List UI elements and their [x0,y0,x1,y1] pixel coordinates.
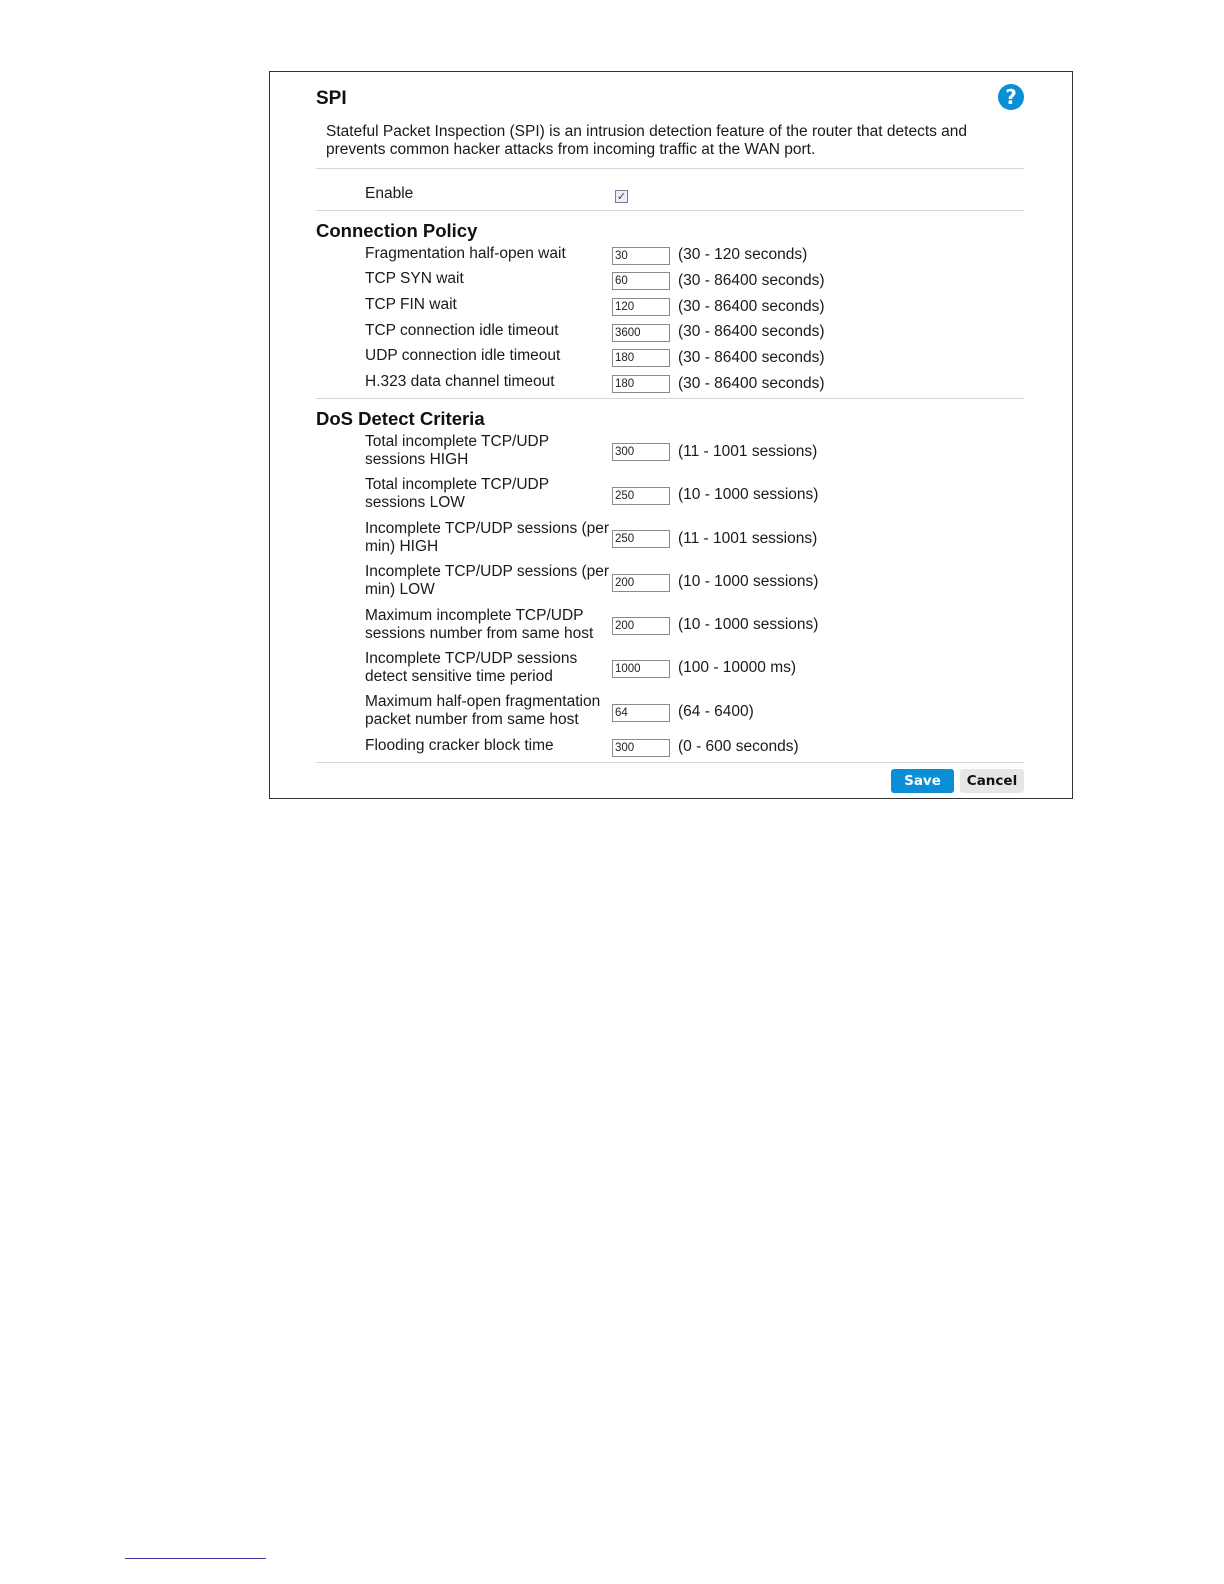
row-range: (10 - 1000 sessions) [678,616,819,633]
page-title: SPI [316,88,347,109]
cancel-button[interactable]: Cancel [960,769,1024,793]
row-label: Total incomplete TCP/UDP sessions LOW [365,476,549,511]
same-host-sessions-input[interactable] [612,617,670,635]
tcp-syn-wait-input[interactable] [612,272,670,290]
row-range: (30 - 86400 seconds) [678,272,825,289]
total-incomplete-low-input[interactable] [612,487,670,505]
spi-panel [269,71,1073,799]
h323-timeout-input[interactable] [612,375,670,393]
sensitive-time-input[interactable] [612,660,670,678]
enable-label: Enable [365,185,414,202]
row-label: Total incomplete TCP/UDP sessions HIGH [365,433,549,468]
row-range: (30 - 86400 seconds) [678,323,825,340]
row-label: Incomplete TCP/UDP sessions (per min) LOW [365,563,610,598]
connection-policy-title: Connection Policy [316,220,478,241]
row-label: Incomplete TCP/UDP sessions detect sensitive time period [365,650,578,685]
spi-description: Stateful Packet Inspection (SPI) is an intrusion detection feature of the router that detects and prevents common hacker attacks from incoming traffic at the WAN port. [326,123,968,158]
half-open-fragmentation-input[interactable] [612,704,670,722]
divider [316,398,1024,399]
dos-criteria-title: DoS Detect Criteria [316,408,485,429]
row-label: Flooding cracker block time [365,737,554,754]
row-label: TCP FIN wait [365,296,457,313]
row-range: (10 - 1000 sessions) [678,573,819,590]
row-label: TCP connection idle timeout [365,322,559,339]
row-range: (30 - 86400 seconds) [678,375,825,392]
row-range: (10 - 1000 sessions) [678,486,819,503]
row-range: (11 - 1001 sessions) [678,530,818,547]
row-range: (30 - 86400 seconds) [678,298,825,315]
row-label: Fragmentation half-open wait [365,245,566,262]
row-range: (11 - 1001 sessions) [678,443,818,460]
row-range: (30 - 120 seconds) [678,246,808,263]
row-label: TCP SYN wait [365,270,464,287]
row-range: (0 - 600 seconds) [678,738,799,755]
divider [316,762,1024,763]
row-label: Incomplete TCP/UDP sessions (per min) HIGH [365,520,610,555]
fragmentation-wait-input[interactable] [612,247,670,265]
row-range: (100 - 10000 ms) [678,659,797,676]
row-label: H.323 data channel timeout [365,373,555,390]
help-icon[interactable]: ? [998,84,1024,110]
divider [316,210,1024,211]
per-min-high-input[interactable] [612,530,670,548]
tcp-idle-timeout-input[interactable] [612,324,670,342]
save-button[interactable]: Save [891,769,954,793]
udp-idle-timeout-input[interactable] [612,349,670,367]
row-range: (64 - 6400) [678,703,754,720]
row-range: (30 - 86400 seconds) [678,349,825,366]
row-label: Maximum incomplete TCP/UDP sessions number from same host [365,607,594,642]
enable-checkbox[interactable]: ✓ [616,190,627,203]
divider [316,168,1024,169]
per-min-low-input[interactable] [612,574,670,592]
total-incomplete-high-input[interactable] [612,443,670,461]
footer-rule [125,1558,266,1559]
tcp-fin-wait-input[interactable] [612,298,670,316]
row-label: Maximum half-open fragmentation packet number from same host [365,693,601,728]
block-time-input[interactable] [612,739,670,757]
row-label: UDP connection idle timeout [365,347,561,364]
